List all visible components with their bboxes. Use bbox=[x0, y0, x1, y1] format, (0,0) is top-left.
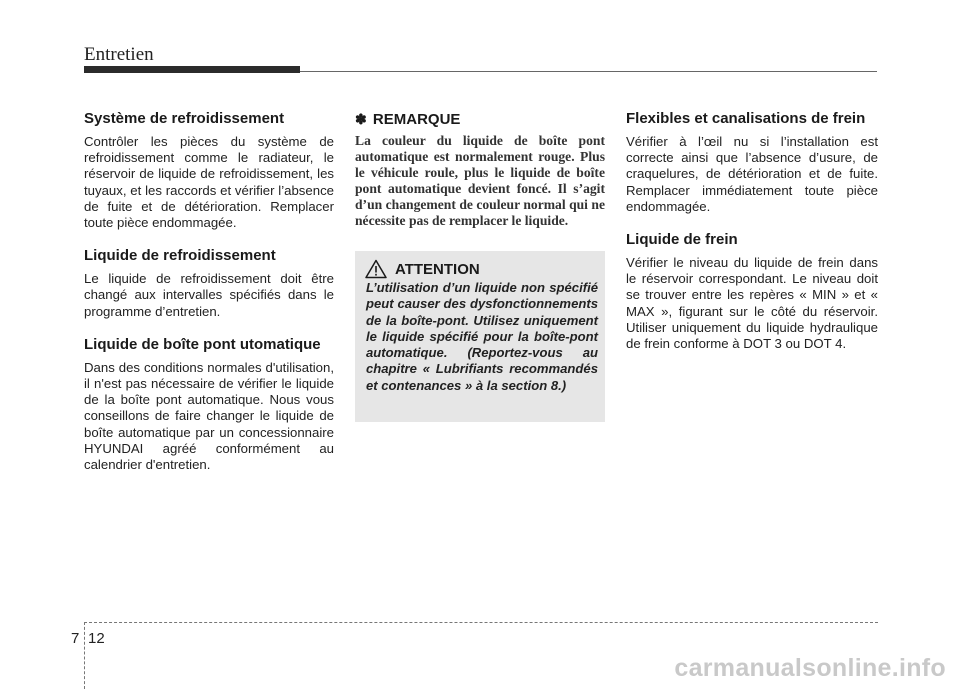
section-body-cooling-system: Contrôler les pièces du système de refroidissement comme le radiateur, le réservoir de liquide de refroidissement, les tuyaux, et les raccords et vérifier l’absence de fuite et de détérioration. Remplacer toute pièce endommagée. bbox=[84, 134, 334, 231]
footer-rule bbox=[84, 622, 878, 623]
section-body-brake-fluid: Vérifier le niveau du liquide de frein dans le réservoir correspondant. Le niveau doit se trouver entre les repères « MIN » et « MAX », figurant sur le côté du réservoir. Utiliser uniquement du liquide hydraulique de frein conforme à DOT 3 ou DOT 4. bbox=[626, 255, 878, 352]
remark-heading bbox=[355, 110, 605, 129]
remark-title: REMARQUE bbox=[372, 111, 461, 128]
section-body-coolant: Le liquide de refroidissement doit être changé aux intervalles spécifiés dans le programme d’entretien. bbox=[84, 271, 334, 319]
remark-text: La couleur du liquide de boîte pont automatique est normalement rouge. Plus le véhicule roule, plus le liquide de boîte pont automatique devient foncé. Il s’agit d’un changement de couleur normal qui ne nécessite pas de remplacer le liquide. bbox=[355, 133, 605, 229]
page-number: 12 bbox=[88, 630, 105, 647]
footer-vertical-rule bbox=[84, 622, 85, 689]
header-title: Entretien bbox=[84, 44, 154, 65]
attention-text: L’utilisation d’un liquide non spécifié peut causer des dysfonctionnements de la boîte-pont. Utilisez uniquement le liquide spécifié pour la boîte-pont automatique. (Reportez-vous au chapitre « Lubrifiants recommandés et contenances » à la section 8.) bbox=[366, 280, 598, 393]
chapter-number: 7 bbox=[71, 630, 80, 647]
section-body-brake-lines: Vérifier à l’œil nu si l’installation est correcte ainsi que l’absence d’usure, de craquelures, de détérioration et de fuite. Remplacer immédiatement toute pièce endommagée. bbox=[626, 134, 878, 214]
section-title-brake-fluid: Liquide de frein bbox=[626, 231, 738, 249]
attention-title: ATTENTION bbox=[395, 260, 480, 278]
section-title-transaxle-fluid: Liquide de boîte pont utomatique bbox=[84, 335, 321, 353]
header-bar bbox=[84, 66, 300, 73]
section-title-brake-lines: Flexibles et canalisations de frein bbox=[626, 110, 866, 127]
watermark: carmanualsonline.info bbox=[674, 654, 946, 682]
header-rule bbox=[300, 71, 877, 72]
attention-box bbox=[355, 251, 605, 422]
column-right bbox=[626, 110, 878, 368]
warning-triangle-icon bbox=[365, 259, 387, 279]
section-body-transaxle-fluid: Dans des conditions normales d'utilisation, il n'est pas nécessaire de vérifier le liquide de la boîte pont automatique. Nous vous conseillons de faire changer le liquide de boîte automatique par un concessionnaire HYUNDAI agréé conformément au calendrier d'entretien. bbox=[84, 359, 334, 473]
section-title-coolant: Liquide de refroidissement bbox=[84, 247, 276, 265]
column-left bbox=[84, 110, 334, 489]
attention-heading bbox=[365, 259, 480, 279]
remark-star-icon: ✽ bbox=[355, 111, 367, 127]
section-title-cooling-system: Système de refroidissement bbox=[84, 110, 285, 127]
column-middle bbox=[355, 110, 605, 230]
